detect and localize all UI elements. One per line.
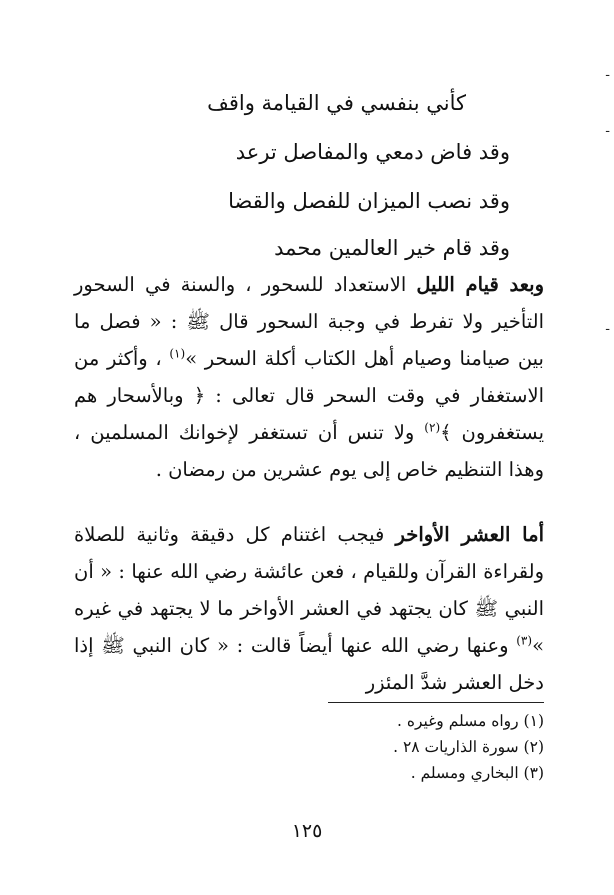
poem-verse: وقد قام خير العالمين محمد (274, 236, 510, 260)
poem-verse: وقد فاض دمعي والمفاصل ترعد (235, 140, 510, 164)
footnote: (٣) البخاري ومسلم . (410, 764, 544, 782)
footnote: (٢) سورة الذاريات ٢٨ . (393, 738, 544, 756)
paragraph-text: ، وأكثر من الاستغفار في وقت السحر قال تعالى : ﴿ وبالأسحار هم يستغفرون ﴾ (74, 347, 544, 444)
footnotes (74, 708, 544, 786)
footnote-ref: (١) (169, 346, 186, 361)
margin-mark: - (605, 67, 610, 83)
paragraph-text: الاستعداد للسحور ، والسنة في السحور التأخير ولا تفرط في وجبة السحور قال ﷺ : « فصل ما بين صيامنا وصيام أهل الكتاب أكلة السحر » (74, 273, 544, 370)
footnote-ref: (٣) (516, 633, 533, 648)
paragraph-text: فيجب اغتنام كل دقيقة وثانية للصلاة ولقراءة القرآن وللقيام ، فعن عائشة رضي الله عنها : « أن النبي ﷺ كان يجتهد في العشر الأواخر ما لا يجتهد في غيره » (74, 523, 544, 657)
page-number: ١٢٥ (291, 820, 323, 842)
poem-verse: كأني بنفسي في القيامة واقف (207, 91, 466, 115)
paragraph-lead: أما العشر الأواخر (395, 523, 544, 546)
footnote-ref: (٢) (424, 420, 441, 435)
paragraph-lead: وبعد قيام الليل (416, 273, 544, 296)
margin-mark: - (605, 321, 610, 337)
paragraph-text: وعنها رضي الله عنها أيضاً قالت : « كان النبي ﷺ إذا دخل العشر شدَّ المئزر (74, 634, 544, 694)
footnote: (١) رواه مسلم وغيره . (397, 712, 544, 730)
margin-mark: - (605, 123, 610, 139)
footnote-divider (328, 702, 544, 703)
paragraph-night-prayer (74, 266, 544, 488)
paragraph-text: ولا تنس أن تستغفر لإخوانك المسلمين ، وهذا التنظيم خاص إلى يوم عشرين من رمضان . (74, 421, 544, 481)
paragraph-last-ten (74, 516, 544, 701)
poem-verse: وقد نصب الميزان للفصل والقضا (228, 189, 510, 213)
